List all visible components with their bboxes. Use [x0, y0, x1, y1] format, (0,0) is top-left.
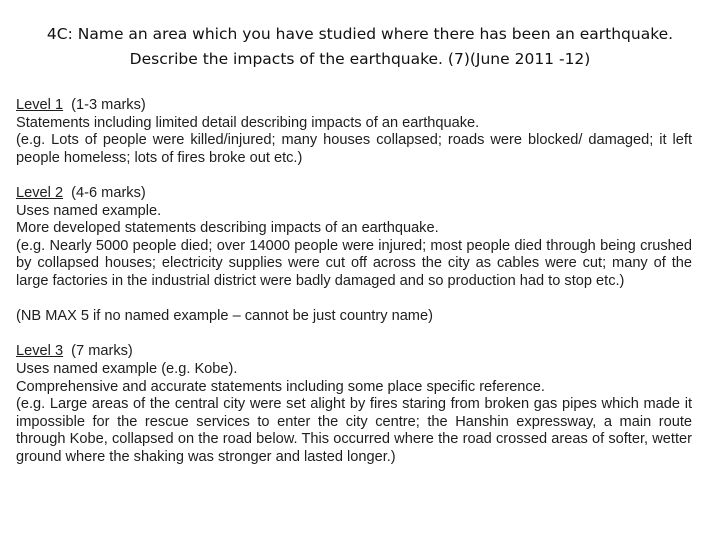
mark-scheme	[16, 97, 692, 466]
nb-note: (NB MAX 5 if no named example – cannot be just country name)	[16, 308, 433, 325]
level-1-heading	[16, 97, 692, 115]
level-2-statement-3: (e.g. Nearly 5000 people died; over 14000 people were injured; most people died through being crushed by collapsed houses; electricity supplies were cut off across the city as cables were cut; many of the large factories in the industrial district were badly damaged and so production had to stop etc.)	[16, 237, 692, 289]
title-line-2: Describe the impacts of the earthquake. (7)(June 2011 -12)	[129, 50, 591, 68]
level-3-heading	[16, 343, 692, 361]
level-3-name: Level 3	[16, 343, 64, 360]
level-2-marks: (4-6 marks)	[71, 184, 146, 201]
level-2-block	[16, 185, 692, 291]
level-1-statement-2: (e.g. Lots of people were killed/injured; many houses collapsed; roads were blocked/ damaged; it left people homeless; lots of fires broke out etc.)	[16, 132, 692, 166]
level-1-statement-1: Statements including limited detail describing impacts of an earthquake.	[16, 114, 480, 131]
level-2-statement-2: More developed statements describing impacts of an earthquake.	[16, 220, 439, 237]
level-2-statement-1: Uses named example.	[16, 202, 162, 219]
slide-title	[0, 22, 720, 72]
level-1-block	[16, 97, 692, 167]
level-3-block	[16, 343, 692, 466]
level-3-statement-3: (e.g. Large areas of the central city were set alight by fires staring from broken gas pipes which made it impossible for the rescue services to enter the city centre; the Hanshin expressway, a main route through Kobe, collapsed on the road below. This occurred where the road crossed areas of softer, wetter ground where the shaking was stronger and lasted longer.)	[16, 396, 692, 465]
level-3-statement-2: Comprehensive and accurate statements including some place specific reference.	[16, 378, 545, 395]
level-1-marks: (1-3 marks)	[71, 97, 146, 113]
level-2-name: Level 2	[16, 184, 64, 201]
level-3-statement-1: Uses named example (e.g. Kobe).	[16, 360, 238, 377]
level-3-marks: (7 marks)	[71, 343, 133, 360]
level-2-heading	[16, 185, 692, 203]
title-line-1: 4C: Name an area which you have studied where there has been an earthquake.	[46, 25, 674, 43]
level-1-name: Level 1	[16, 97, 64, 113]
